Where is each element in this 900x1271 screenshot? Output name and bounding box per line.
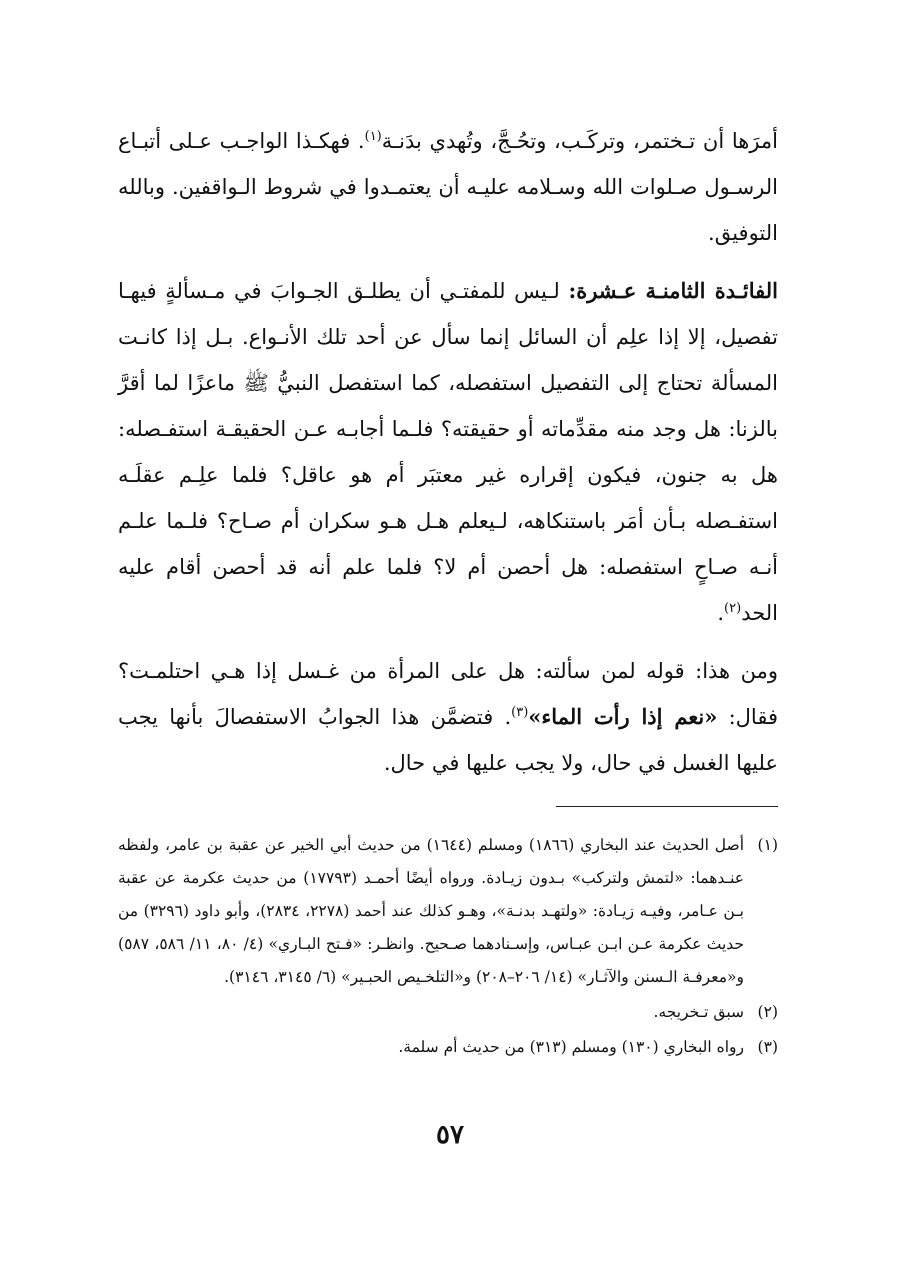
paragraph-text: لـيس للمفتـي أن يطلـق الجـوابَ في مـسألةٍ فيهـا تفصيل، إلا إذا علِم أن السائل إنما سأل عن أحد تلك الأنـواع. بـل إذا كانـت المسألة تحتاج إلى التفصيل استفصله، كما استفصل النبيُّ ﷺ ماعزًا لما أقرَّ بالزنا: هل وجد منه مقدِّماته أو حقيقته؟ فلـما أجابـه عـن الحقيقـة استفـصله: هل به جنون، فيكون إقراره غير معتبَر أم هو عاقل؟ فلما علِـم عقلَـه استفـصله بـأن أمَر باستنكاهه، لـيعلم هـل هـو سكران أم صـاح؟ فلـما علـم أنـه صـاحٍ استفصله: هل أحصن أم لا؟ فلما علم أنه قد أحصن أقام عليه الحد [118,279,778,625]
body-paragraph-2 [118,268,778,636]
paragraph-text: أمرَها أن تـختمر، وتركَـب، وتحُـجَّ، وتُهدي بدَنـة [381,129,778,153]
body-paragraph-1 [118,118,778,256]
page-number: ٥٧ [436,1120,464,1150]
paragraph-text: . [717,601,725,625]
page-content [118,118,778,1066]
section-heading: الفائـدة الثامنـة عـشرة: [568,278,778,303]
paragraph-text: ومن هذا: قوله لمن سألته: هل على المرأة من غـسل إذا هـي احتلمـت؟ فقال: [118,659,778,729]
footnote-ref-1[interactable]: (١) [364,129,382,144]
footnote-text: سبق تـخريجه. [653,1003,744,1021]
paragraph-text: . فهكـذا الواجـب عـلى أتبـاع الرسـول صـلوات الله وسـلامه عليـه أن يعتمـدوا في شروط الـواقفين. وبالله التوفيق. [118,129,778,245]
footnote-text: أصل الحديث عند البخاري (١٨٦٦) ومسلم (١٦٤٤) من حديث أبي الخير عن عقبة بن عامر، ولفظه عنـدهما: «لتمش ولتركب» بـدون زيـادة. ورواه أيضًا أحمـد (١٧٧٩٣) من حديث عكرمة عن عقبة بـن عـامر، وفيـه زيـادة: «ولتهـد بدنـة»، وهـو كذلك عند أحمد (٢٢٧٨، ٢٨٣٤)، وأبو داود (٣٢٩٦) من حديث عكرمة عـن ابـن عبـاس، وإسـنادهما صـحيح. وانظـر: «فـتح البـاري» (٤/ ٨٠، ١١/ ٥٨٦، ٥٨٧) و«معرفـة الـسنن والآثـار» (١٤/ ٢٠٦–٢٠٨) و«التلخـيص الحبـير» (٦/ ٣١٤٥، ٣١٤٦). [118,836,744,986]
footnote-2 [118,996,778,1029]
paragraph-text: . فتضمَّن هذا الجوابُ الاستفصالَ بأنها يجب عليها الغسل في حال، ولا يجب عليها في حال. [118,705,778,775]
footnote-divider [556,806,778,807]
footnote-1 [118,829,778,994]
footnote-ref-3[interactable]: (٣) [511,705,529,720]
footnote-number: (١) [757,836,778,854]
hadith-quote: «نعم إذا رأت الماء» [528,704,718,729]
footnote-ref-2[interactable]: (٢) [724,601,742,616]
footnote-number: (٢) [757,1003,778,1021]
footnote-3 [118,1031,778,1064]
footnote-text: رواه البخاري (١٣٠) ومسلم (٣١٣) من حديث أم سلمة. [398,1038,744,1056]
footnotes [118,829,778,1064]
footnote-number: (٣) [757,1038,778,1056]
body-paragraph-3 [118,648,778,786]
